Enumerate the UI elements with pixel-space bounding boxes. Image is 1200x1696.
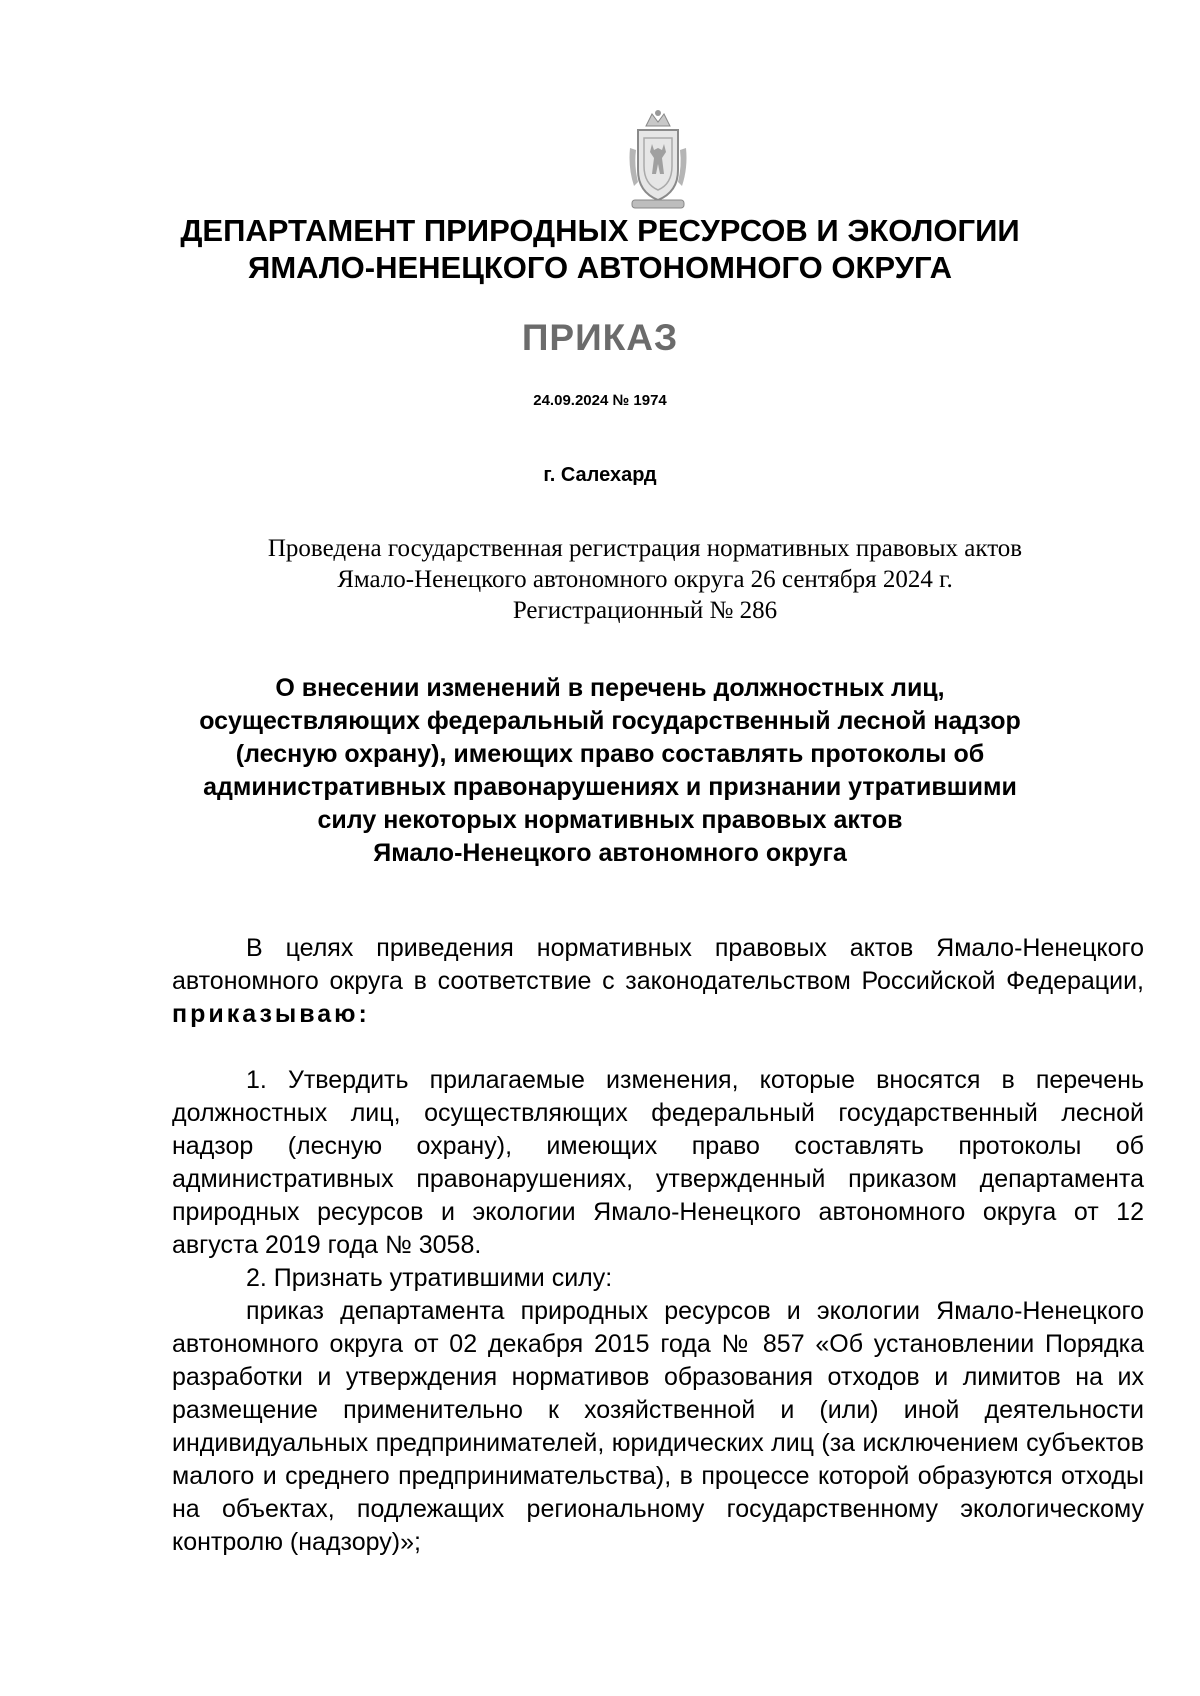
- preamble-text: В целях приведения нормативных правовых актов Ямало-Ненецкого автономного округа в соответствие с законодательством Российской Федерации,: [172, 934, 1144, 995]
- document-type-title: ПРИКАЗ: [521, 317, 679, 358]
- subject-line: Ямало-Ненецкого автономного округа: [373, 839, 847, 867]
- registration-line1: Проведена государственная регистрация нормативных правовых актов: [267, 535, 1023, 562]
- subject-line: осуществляющих федеральный государственный лесной надзор: [199, 707, 1021, 735]
- subject-line: силу некоторых нормативных правовых актов: [317, 806, 903, 834]
- document-body: [172, 932, 1144, 1559]
- subject-line: административных правонарушениях и признании утратившими: [203, 773, 1017, 801]
- document-subject: [150, 672, 1070, 870]
- item-2-paragraph: 2. Признать утратившими силу:: [246, 1264, 613, 1292]
- department-name-line2: ЯМАЛО-НЕНЕЦКОГО АВТОНОМНОГО ОКРУГА: [248, 250, 952, 285]
- yamal-coat-of-arms-icon: [626, 108, 690, 212]
- document-city: г. Салехард: [543, 464, 657, 486]
- order-word: приказываю:: [172, 1000, 370, 1028]
- subject-line: (лесную охрану), имеющих право составлять протоколы об: [235, 740, 985, 768]
- item-1-paragraph: 1. Утвердить прилагаемые изменения, которые вносятся в перечень должностных лиц, осуществляющих федеральный государственный лесной надзор (лесную охрану), имеющих право составлять протоколы об административных правонарушениях, утвержденный приказом департамента природных ресурсов и экологии Ямало-Ненецкого автономного округа от 12 августа 2019 года № 3058.: [172, 1066, 1144, 1259]
- subject-line: О внесении изменений в перечень должностных лиц,: [275, 674, 945, 702]
- item-2-sub-paragraph: приказ департамента природных ресурсов и экологии Ямало-Ненецкого автономного округа от 02 декабря 2015 года № 857 «Об установлении Порядка разработки и утверждения нормативов образования отходов и лимитов на их размещение применительно к хозяйственной и (или) иной деятельности индивидуальных предпринимателей, юридических лиц (за исключением субъектов малого и среднего предпринимательства), в процессе которой образуются отходы на объектах, подлежащих региональному государственному экологическому контролю (надзору)»;: [172, 1297, 1144, 1556]
- registration-line3: Регистрационный № 286: [512, 597, 778, 624]
- document-date-number: 24.09.2024 № 1974: [533, 392, 667, 409]
- department-name-line1: ДЕПАРТАМЕНТ ПРИРОДНЫХ РЕСУРСОВ И ЭКОЛОГИИ: [180, 213, 1020, 248]
- preamble-paragraph: [172, 932, 1144, 1031]
- paragraph-gap: [172, 1031, 1144, 1064]
- department-name: [0, 212, 1200, 286]
- registration-line2: Ямало-Ненецкого автономного округа 26 сентября 2024 г.: [337, 566, 953, 593]
- registration-stamp: [200, 533, 1090, 626]
